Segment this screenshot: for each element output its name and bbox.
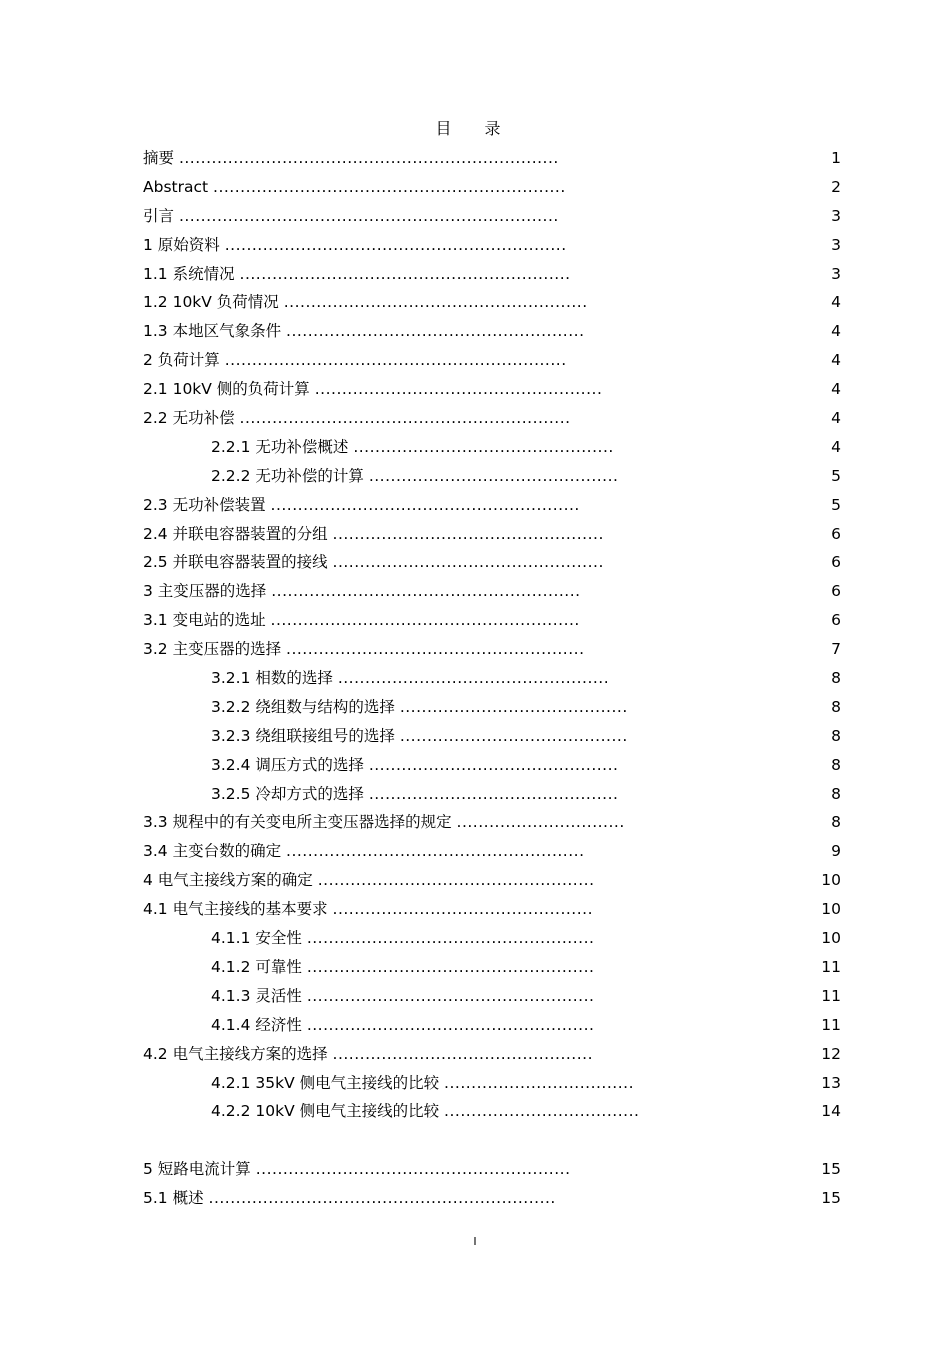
toc-entry-leader-dots: ............................................................. <box>239 264 571 283</box>
toc-entry-label <box>211 722 628 751</box>
toc-entry-title: 1.1 系统情况 <box>143 264 235 283</box>
toc-entry-page-number: 5 <box>831 466 841 485</box>
toc-entry-page-number: 4 <box>831 437 841 456</box>
toc-entry-page-number: 2 <box>831 177 841 196</box>
toc-entry-title: 3.3 规程中的有关变电所主变压器选择的规定 <box>143 813 452 832</box>
toc-entry-leader-dots: ................................................ <box>332 900 594 919</box>
toc-entry-title: 摘要 <box>143 149 175 167</box>
toc-entry[interactable] <box>0 346 950 375</box>
toc-entry-label <box>143 491 580 520</box>
toc-entry-title: 5.1 概述 <box>143 1189 204 1208</box>
toc-entry-leader-dots: ....................................................... <box>286 640 585 659</box>
toc-entry-label <box>211 1097 639 1126</box>
toc-entry-leader-dots: ..................................................... <box>306 929 595 948</box>
toc-entry-title: 4.2 电气主接线方案的选择 <box>143 1044 328 1063</box>
toc-entry-title: 3.2.1 相数的选择 <box>211 669 333 688</box>
toc-entry-leader-dots: ..................................................... <box>306 1015 595 1034</box>
toc-entry-leader-dots: ................................................ <box>353 437 614 456</box>
toc-entry-label <box>143 1040 593 1069</box>
toc-entry[interactable] <box>0 231 950 260</box>
toc-entry-leader-dots: .......................................................... <box>255 1160 571 1179</box>
toc-entry-leader-dots: .......................................... <box>399 726 628 745</box>
toc-entry-leader-dots: .............................................. <box>368 784 619 803</box>
toc-entry-title: 4.1.1 安全性 <box>211 929 302 948</box>
toc-entry-title: 4.1.3 灵活性 <box>211 986 302 1005</box>
toc-entry-title: 1.2 10kV 负荷情况 <box>143 293 279 312</box>
toc-entry-title: 2.1 10kV 侧的负荷计算 <box>143 380 310 399</box>
toc-entry-title: 4 电气主接线方案的确定 <box>143 871 313 890</box>
toc-entry-label <box>143 808 625 837</box>
toc-entry[interactable] <box>0 866 950 895</box>
toc-entry-page-number: 8 <box>831 726 841 745</box>
toc-entry[interactable] <box>0 260 950 289</box>
toc-entry-page-number: 8 <box>831 755 841 774</box>
toc-entry-title: 2.4 并联电容器装置的分组 <box>143 524 328 543</box>
toc-entry-label <box>143 635 585 664</box>
toc-entry-leader-dots: ....................................................... <box>286 842 585 861</box>
toc-entry-page-number: 6 <box>831 524 841 543</box>
toc-entry[interactable] <box>0 1069 950 1098</box>
toc-entry[interactable] <box>0 1184 950 1213</box>
toc-entry-leader-dots: .................................................. <box>332 553 604 572</box>
toc-entry-label <box>211 693 628 722</box>
toc-entry[interactable] <box>0 202 950 231</box>
toc-entry[interactable] <box>0 664 950 693</box>
toc-entry-leader-dots: ..................................................... <box>314 380 603 399</box>
toc-entry-leader-dots: ............................................................... <box>224 235 567 254</box>
toc-entry-label <box>211 433 614 462</box>
toc-entry-title: 4.1 电气主接线的基本要求 <box>143 900 328 919</box>
toc-entry[interactable] <box>0 491 950 520</box>
toc-entry-title: 3.2.5 冷却方式的选择 <box>211 784 364 803</box>
toc-entry-leader-dots: .............................................. <box>368 755 619 774</box>
toc-entry-page-number: 8 <box>831 784 841 803</box>
toc-entry[interactable] <box>0 895 950 924</box>
toc-entry[interactable] <box>0 837 950 866</box>
toc-entry-label <box>211 462 618 491</box>
toc-entry-page-number: 6 <box>831 611 841 630</box>
toc-entry-title: 2.5 并联电容器装置的接线 <box>143 553 328 572</box>
toc-entry-page-number: 13 <box>821 1073 841 1092</box>
toc-entry-leader-dots: ..................................................... <box>306 957 595 976</box>
toc-entry[interactable] <box>0 433 950 462</box>
toc-entry-page-number: 3 <box>831 206 841 225</box>
toc-entry-page-number: 3 <box>831 235 841 254</box>
toc-entry[interactable] <box>0 548 950 577</box>
toc-entry-leader-dots: ............................... <box>456 813 625 832</box>
toc-entry-title: 3.2.3 绕组联接组号的选择 <box>211 726 395 745</box>
toc-entry-title: 4.1.4 经济性 <box>211 1015 302 1034</box>
toc-entry-page-number: 4 <box>831 380 841 399</box>
toc-entry-page-number: 11 <box>821 957 841 976</box>
toc-entry-leader-dots: ...................................................................... <box>178 149 559 167</box>
toc-entry-page-number: 4 <box>831 409 841 428</box>
toc-entry-page-number: 10 <box>821 929 841 948</box>
toc-entry-page-number: 3 <box>831 264 841 283</box>
toc-entry-leader-dots: .................................................. <box>332 524 604 543</box>
toc-entry[interactable] <box>0 577 950 606</box>
toc-entry-title: 3.1 变电站的选址 <box>143 611 266 630</box>
toc-entry-title: 2.2.1 无功补偿概述 <box>211 437 349 456</box>
toc-entry-label <box>143 231 567 260</box>
toc-entry-title: 5 短路电流计算 <box>143 1160 251 1179</box>
toc-entry[interactable] <box>0 780 950 809</box>
toc-entry-page-number: 11 <box>821 986 841 1005</box>
page-number-footer: I <box>473 1235 477 1248</box>
toc-entry-page-number: 4 <box>831 293 841 312</box>
toc-entry-label <box>143 260 571 289</box>
toc-entry[interactable] <box>0 693 950 722</box>
toc-entry-leader-dots: ....................................................... <box>286 322 585 341</box>
toc-entry-page-number: 7 <box>831 640 841 659</box>
toc-entry-page-number: 11 <box>821 1015 841 1034</box>
toc-entry-label <box>211 953 594 982</box>
toc-list <box>0 144 950 1213</box>
toc-entry-title: 1 原始资料 <box>143 235 220 254</box>
toc-entry-label <box>143 895 593 924</box>
toc-entry-title: 3.2.4 调压方式的选择 <box>211 755 364 774</box>
toc-entry[interactable] <box>0 1097 950 1126</box>
toc-entry-label <box>143 375 602 404</box>
toc-entry-leader-dots: .......................................... <box>399 697 628 716</box>
toc-entry-title: 3.2.2 绕组数与结构的选择 <box>211 697 395 716</box>
toc-entry[interactable] <box>0 953 950 982</box>
toc-entry-leader-dots: ................................................................. <box>213 177 566 196</box>
toc-entry-label <box>211 780 618 809</box>
toc-entry[interactable] <box>0 606 950 635</box>
toc-entry-title: Abstract <box>143 177 209 196</box>
toc-entry-leader-dots: .................................... <box>444 1102 640 1121</box>
toc-entry-leader-dots: ................................... <box>444 1073 634 1092</box>
toc-entry-page-number: 6 <box>831 553 841 572</box>
toc-entry-label <box>211 924 594 953</box>
toc-entry-leader-dots: .................................................. <box>337 669 610 688</box>
toc-entry-page-number: 5 <box>831 495 841 514</box>
toc-entry-leader-dots: .............................................. <box>368 466 619 485</box>
toc-entry-label <box>211 751 618 780</box>
toc-entry-label <box>143 173 566 202</box>
toc-entry-label <box>143 404 571 433</box>
toc-entry[interactable] <box>0 462 950 491</box>
toc-entry-page-number: 10 <box>821 900 841 919</box>
toc-entry-label <box>143 837 585 866</box>
toc-entry-page-number: 4 <box>831 322 841 341</box>
toc-entry[interactable] <box>0 751 950 780</box>
toc-entry-page-number: 4 <box>831 351 841 370</box>
toc-entry[interactable] <box>0 635 950 664</box>
toc-entry-leader-dots: ................................................... <box>317 871 595 890</box>
toc-entry-page-number: 6 <box>831 582 841 601</box>
toc-entry-leader-dots: ........................................................ <box>283 293 588 312</box>
toc-entry-leader-dots: ......................................................... <box>271 582 581 601</box>
toc-entry-leader-dots: ............................................................... <box>224 351 567 370</box>
toc-entry-label <box>143 548 604 577</box>
toc-entry-page-number: 1 <box>831 149 841 167</box>
toc-entry[interactable] <box>0 144 950 173</box>
toc-entry-page-number: 14 <box>821 1102 841 1121</box>
toc-entry-label <box>143 288 588 317</box>
toc-entry-label <box>211 982 594 1011</box>
toc-entry-title: 2.3 无功补偿装置 <box>143 495 266 514</box>
toc-entry-label <box>143 866 595 895</box>
toc-entry-label <box>143 1184 556 1213</box>
toc-entry-title: 3.2 主变压器的选择 <box>143 640 282 659</box>
toc-entry-title: 2 负荷计算 <box>143 351 220 370</box>
toc-entry[interactable] <box>0 722 950 751</box>
toc-entry-leader-dots: ......................................................... <box>270 611 580 630</box>
toc-entry[interactable] <box>0 173 950 202</box>
toc-entry-title: 3 主变压器的选择 <box>143 582 267 601</box>
toc-entry[interactable] <box>0 924 950 953</box>
toc-entry[interactable] <box>0 808 950 837</box>
toc-entry-title: 4.2.1 35kV 侧电气主接线的比较 <box>211 1073 440 1092</box>
toc-entry-page-number: 9 <box>831 842 841 861</box>
toc-entry[interactable] <box>0 317 950 346</box>
toc-entry-label <box>143 520 604 549</box>
toc-entry[interactable] <box>0 520 950 549</box>
toc-entry[interactable] <box>0 1011 950 1040</box>
toc-entry-label <box>211 1069 634 1098</box>
toc-entry-leader-dots: ................................................................ <box>208 1189 556 1208</box>
page-title: 目 录 <box>435 119 515 138</box>
toc-spacer <box>0 1126 950 1155</box>
toc-entry-title: 引言 <box>143 206 175 225</box>
toc-entry-leader-dots: ................................................ <box>332 1044 594 1063</box>
toc-entry-label <box>143 346 567 375</box>
toc-entry[interactable] <box>0 1155 950 1184</box>
toc-entry-page-number: 12 <box>821 1044 841 1063</box>
toc-entry-page-number: 15 <box>821 1189 841 1208</box>
toc-entry-title: 1.3 本地区气象条件 <box>143 322 282 341</box>
toc-entry[interactable] <box>0 982 950 1011</box>
toc-entry-leader-dots: ......................................................... <box>270 495 580 514</box>
toc-entry[interactable] <box>0 404 950 433</box>
toc-entry-title: 4.1.2 可靠性 <box>211 957 302 976</box>
toc-entry-label <box>143 1155 571 1184</box>
toc-entry-label <box>143 144 559 173</box>
toc-entry-leader-dots: ..................................................... <box>306 986 595 1005</box>
toc-entry-page-number: 15 <box>821 1160 841 1179</box>
toc-entry-page-number: 8 <box>831 669 841 688</box>
toc-entry-page-number: 10 <box>821 871 841 890</box>
toc-entry-label <box>211 1011 594 1040</box>
toc-entry-page-number: 8 <box>831 813 841 832</box>
toc-entry-label <box>143 202 559 231</box>
toc-entry-title: 2.2.2 无功补偿的计算 <box>211 466 364 485</box>
toc-entry-leader-dots: ............................................................. <box>239 409 571 428</box>
toc-entry-title: 4.2.2 10kV 侧电气主接线的比较 <box>211 1102 440 1121</box>
toc-entry-label <box>211 664 609 693</box>
toc-entry-page-number: 8 <box>831 697 841 716</box>
toc-entry[interactable] <box>0 1040 950 1069</box>
toc-entry-title: 2.2 无功补偿 <box>143 409 235 428</box>
toc-entry-label <box>143 606 580 635</box>
toc-entry-label <box>143 317 585 346</box>
toc-entry-title: 3.4 主变台数的确定 <box>143 842 282 861</box>
toc-entry-leader-dots: ...................................................................... <box>178 206 559 225</box>
toc-entry[interactable] <box>0 375 950 404</box>
toc-entry[interactable] <box>0 288 950 317</box>
toc-entry-label <box>143 577 581 606</box>
